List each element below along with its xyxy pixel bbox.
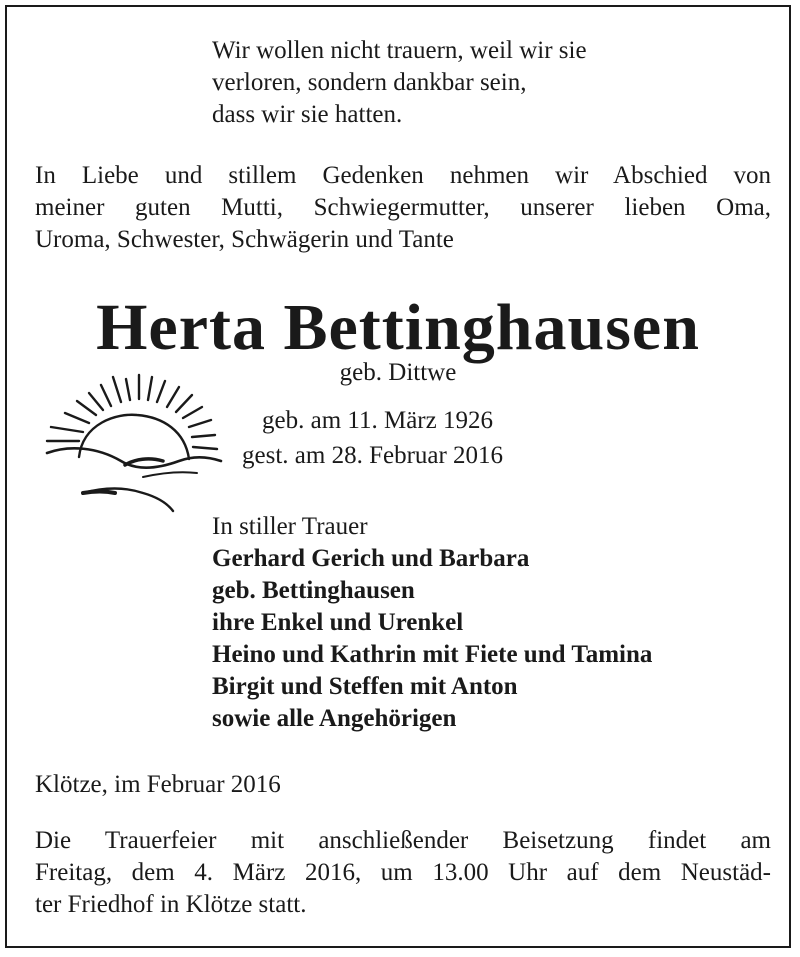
verse-line: Wir wollen nicht trauern, weil wir sie xyxy=(212,37,587,64)
mourner-name: Gerhard Gerich und Barbara xyxy=(212,545,530,572)
verse-line: dass wir sie hatten. xyxy=(212,101,403,128)
place-date: Klötze, im Februar 2016 xyxy=(35,771,281,798)
funeral-line: ter Friedhof in Klötze statt. xyxy=(35,891,307,918)
mourner-name: sowie alle Angehörigen xyxy=(212,705,457,732)
mourner-name: ihre Enkel und Urenkel xyxy=(212,609,464,636)
mourners-list xyxy=(212,511,652,735)
funeral-line: Freitag, dem 4. März 2016, um 13.00 Uhr auf dem Neustäd- xyxy=(35,859,771,886)
funeral-line: Die Trauerfeier mit anschließender Beisetzung findet am xyxy=(35,827,771,854)
mourner-name: Birgit und Steffen mit Anton xyxy=(212,673,518,700)
obituary-notice xyxy=(5,5,791,948)
maiden-name: geb. Dittwe xyxy=(339,359,457,386)
intro-line: In Liebe und stillem Gedenken nehmen wir Abschied von xyxy=(35,162,771,189)
intro-text xyxy=(35,160,771,256)
verse xyxy=(212,35,587,131)
funeral-info xyxy=(35,825,771,921)
birth-date: geb. am 11. März 1926 xyxy=(262,407,493,434)
verse-line: verloren, sondern dankbar sein, xyxy=(212,69,527,96)
death-date: gest. am 28. Februar 2016 xyxy=(242,442,504,469)
mourner-name: Heino und Kathrin mit Fiete und Tamina xyxy=(212,641,653,668)
mourner-name: geb. Bettinghausen xyxy=(212,577,415,604)
mourners-heading: In stiller Trauer xyxy=(212,513,368,540)
intro-line: meiner guten Mutti, Schwiegermutter, unserer lieben Oma, xyxy=(35,194,771,221)
intro-line: Uroma, Schwester, Schwägerin und Tante xyxy=(35,226,454,253)
sunset-icon xyxy=(39,365,224,515)
deceased-name: Herta Bettinghausen xyxy=(96,291,700,364)
